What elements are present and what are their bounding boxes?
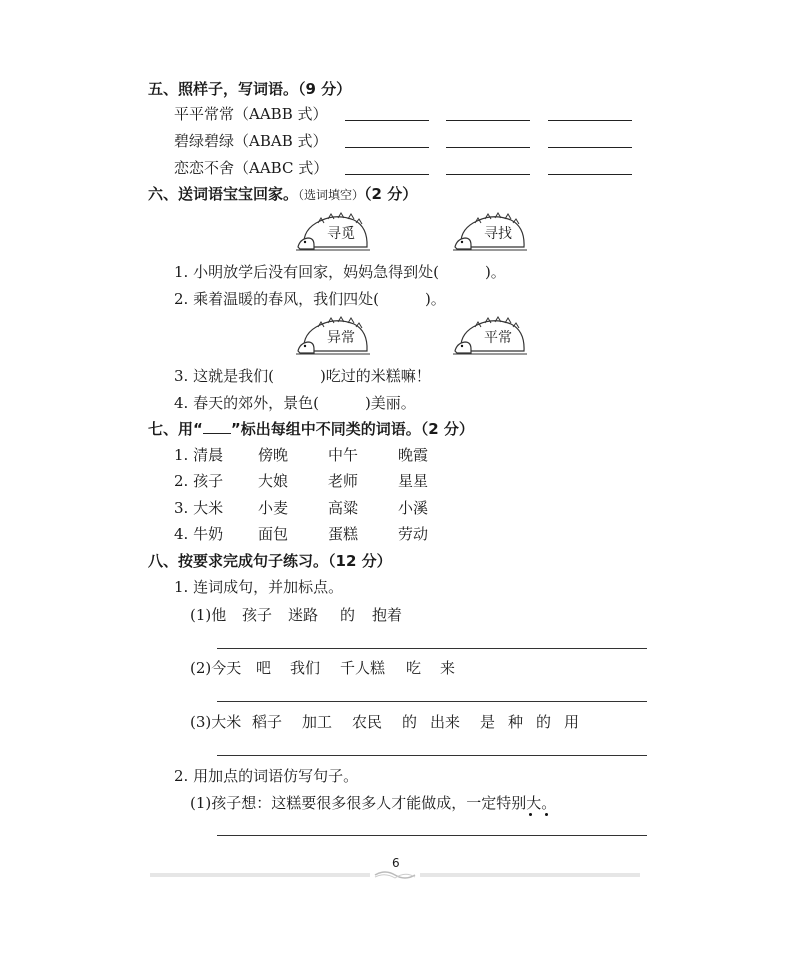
answer-blank[interactable]	[548, 120, 632, 121]
word-chip: 加工	[302, 713, 333, 731]
group-word[interactable]: 高粱	[328, 499, 359, 517]
question-4	[174, 392, 416, 413]
underline-mark	[203, 421, 231, 434]
question-2-text: 2. 乘着温暖的春风，我们四处(	[174, 290, 379, 308]
hedgehog-word-card	[453, 315, 527, 361]
word-chip: 稻子	[252, 713, 283, 731]
word-chip: (2)今天	[190, 659, 242, 677]
question-2-end: )。	[424, 290, 446, 308]
section-6-title	[148, 183, 417, 204]
group-word[interactable]: 4. 牛奶	[174, 525, 224, 543]
word-group	[174, 444, 428, 465]
emphasis-dot	[529, 813, 532, 816]
example-aabc: 恋恋不舍（AABC 式）	[174, 159, 329, 177]
subquestion-1: 1. 连词成句，并加标点。	[174, 578, 344, 596]
question-4-text: 4. 春天的郊外，景色(	[174, 394, 319, 412]
subquestion-2: 2. 用加点的词语仿写句子。	[174, 767, 359, 785]
section-7-title	[148, 418, 474, 439]
group-word[interactable]: 晚霞	[398, 446, 429, 464]
question-4-end: )美丽。	[364, 394, 416, 412]
answer-blank[interactable]	[345, 147, 429, 148]
example-aabb: 平平常常（AABB 式）	[174, 105, 328, 123]
word-option: 异常	[327, 330, 355, 346]
answer-line[interactable]	[217, 755, 647, 756]
answer-blank[interactable]	[446, 174, 530, 175]
answer-line[interactable]	[217, 648, 647, 649]
answer-blank[interactable]	[345, 174, 429, 175]
answer-line[interactable]	[217, 835, 647, 836]
question-3-text: 3. 这就是我们(	[174, 367, 274, 385]
question-1-text: 1. 小明放学后没有回家，妈妈急得到处(	[174, 263, 439, 281]
group-word[interactable]: 蛋糕	[328, 525, 359, 543]
group-word[interactable]: 1. 清晨	[174, 446, 224, 464]
word-chip: 抱着	[372, 606, 403, 624]
example-sentence: (1)孩子想：这糕要很多很多人才能做成，一定特别大。	[190, 794, 557, 812]
word-chip: 迷路	[288, 606, 319, 624]
word-chip: 的	[536, 713, 552, 731]
answer-line[interactable]	[217, 701, 647, 702]
word-chip: 是	[480, 713, 496, 731]
word-option: 寻觅	[327, 226, 355, 242]
footer-ornament-icon	[150, 868, 640, 882]
word-chip: 来	[440, 659, 456, 677]
word-chip: 的	[340, 606, 356, 624]
word-group	[174, 470, 428, 491]
word-chip: 农民	[352, 713, 383, 731]
word-chip: 我们	[290, 659, 321, 677]
section-7-title-end: ”标出每组中不同类的词语。（2 分）	[230, 420, 474, 438]
group-word[interactable]: 小溪	[398, 499, 429, 517]
hedgehog-word-card	[296, 211, 370, 257]
word-option: 寻找	[484, 226, 512, 242]
example-abab: 碧绿碧绿（ABAB 式）	[174, 132, 328, 150]
word-order-row-3	[190, 711, 579, 732]
emphasis-dot	[545, 813, 548, 816]
group-word[interactable]: 中午	[328, 446, 359, 464]
word-group	[174, 497, 428, 518]
group-word[interactable]: 面包	[258, 525, 289, 543]
word-group	[174, 523, 428, 544]
answer-blank[interactable]	[446, 120, 530, 121]
section-8-title: 八、按要求完成句子练习。（12 分）	[148, 552, 392, 570]
word-chip: 孩子	[242, 606, 273, 624]
group-word[interactable]: 老师	[328, 472, 359, 490]
group-word[interactable]: 3. 大米	[174, 499, 224, 517]
word-chip: 出来	[430, 713, 461, 731]
word-option: 平常	[484, 330, 512, 346]
group-word[interactable]: 星星	[398, 472, 429, 490]
question-1	[174, 261, 506, 282]
section-5-title: 五、照样子，写词语。（9 分）	[148, 80, 352, 98]
group-word[interactable]: 傍晚	[258, 446, 289, 464]
word-chip: 千人糕	[340, 659, 386, 677]
section-6-score: （2 分）	[364, 185, 418, 203]
word-order-row-1	[190, 604, 402, 625]
word-chip: 吃	[406, 659, 422, 677]
answer-blank[interactable]	[548, 174, 632, 175]
answer-blank[interactable]	[345, 120, 429, 121]
word-chip: 吧	[256, 659, 272, 677]
group-word[interactable]: 2. 孩子	[174, 472, 224, 490]
word-order-row-2	[190, 657, 455, 678]
question-3	[174, 365, 431, 386]
answer-blank[interactable]	[446, 147, 530, 148]
word-chip: (3)大米	[190, 713, 242, 731]
page-number: 6	[392, 856, 400, 870]
group-word[interactable]: 劳动	[398, 525, 429, 543]
question-3-end: )吃过的米糕嘛！	[319, 367, 431, 385]
question-1-end: )。	[484, 263, 506, 281]
word-chip: 用	[564, 713, 580, 731]
word-chip: (1)他	[190, 606, 227, 624]
hedgehog-word-card	[296, 315, 370, 361]
question-2	[174, 288, 446, 309]
hedgehog-word-card	[453, 211, 527, 257]
group-word[interactable]: 小麦	[258, 499, 289, 517]
section-6-title-text: 六、送词语宝宝回家。	[148, 185, 299, 203]
section-6-note: （选词填空）	[298, 188, 365, 202]
answer-blank[interactable]	[548, 147, 632, 148]
word-chip: 种	[508, 713, 524, 731]
group-word[interactable]: 大娘	[258, 472, 289, 490]
word-chip: 的	[402, 713, 418, 731]
section-7-title-start: 七、用“	[148, 420, 203, 438]
